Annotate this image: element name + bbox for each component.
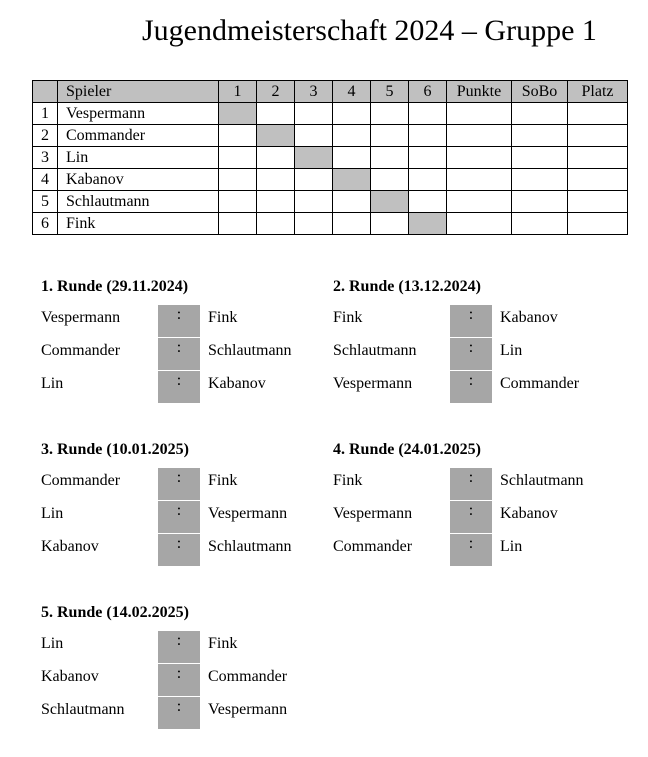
player-name-cell: Fink bbox=[58, 213, 219, 235]
black-player: Fink bbox=[208, 472, 238, 489]
player-name-cell: Schlautmann bbox=[58, 191, 219, 213]
white-player: Lin bbox=[41, 375, 64, 392]
black-player: Fink bbox=[208, 635, 238, 652]
round-heading: 3. Runde (10.01.2025) bbox=[41, 441, 190, 458]
points-cell bbox=[447, 213, 512, 235]
result-field: : bbox=[158, 664, 200, 696]
header-cell-number bbox=[33, 81, 58, 103]
pairing-row bbox=[41, 537, 331, 570]
player-name-cell: Commander bbox=[58, 125, 219, 147]
white-player: Schlautmann bbox=[333, 342, 417, 359]
black-player: Lin bbox=[500, 342, 523, 359]
black-player: Commander bbox=[500, 375, 580, 392]
round-heading: 4. Runde (24.01.2025) bbox=[333, 441, 482, 458]
round-4-block bbox=[333, 439, 623, 555]
result-field: : bbox=[450, 305, 492, 337]
round-heading: 2. Runde (13.12.2024) bbox=[333, 278, 482, 295]
result-field: : bbox=[158, 468, 200, 500]
row-number-cell: 3 bbox=[33, 147, 58, 169]
header-cell-round-6: 6 bbox=[409, 81, 447, 103]
header-cell-round-1: 1 bbox=[219, 81, 257, 103]
round-heading: 1. Runde (29.11.2024) bbox=[41, 278, 189, 295]
black-player: Kabanov bbox=[208, 375, 266, 392]
white-player: Vespermann bbox=[333, 505, 413, 522]
table-row bbox=[33, 169, 628, 191]
row-number-cell: 2 bbox=[33, 125, 58, 147]
sobo-cell bbox=[512, 169, 568, 191]
result-field: : bbox=[450, 338, 492, 370]
result-cell bbox=[371, 213, 409, 235]
black-player: Schlautmann bbox=[208, 342, 292, 359]
player-name-cell: Vespermann bbox=[58, 103, 219, 125]
result-cell bbox=[371, 147, 409, 169]
header-cell-points: Punkte bbox=[447, 81, 512, 103]
result-cell bbox=[219, 147, 257, 169]
result-field: : bbox=[158, 371, 200, 403]
result-field: : bbox=[450, 468, 492, 500]
place-cell bbox=[568, 147, 628, 169]
white-player: Vespermann bbox=[333, 375, 413, 392]
result-cell bbox=[333, 125, 371, 147]
sobo-cell bbox=[512, 191, 568, 213]
result-cell bbox=[257, 103, 295, 125]
header-cell-sobo: SoBo bbox=[512, 81, 568, 103]
black-player: Fink bbox=[208, 309, 238, 326]
header-cell-round-3: 3 bbox=[295, 81, 333, 103]
pairing-row bbox=[41, 341, 331, 374]
black-player: Commander bbox=[208, 668, 288, 685]
table-row bbox=[33, 125, 628, 147]
pairing-row bbox=[41, 634, 331, 667]
result-cell bbox=[219, 191, 257, 213]
player-name-cell: Kabanov bbox=[58, 169, 219, 191]
round-3-block bbox=[41, 439, 331, 555]
place-cell bbox=[568, 125, 628, 147]
white-player: Lin bbox=[41, 635, 64, 652]
self-pairing-cell bbox=[409, 213, 447, 235]
row-number-cell: 5 bbox=[33, 191, 58, 213]
white-player: Fink bbox=[333, 309, 363, 326]
page-title: Jugendmeisterschaft 2024 – Gruppe 1 bbox=[142, 14, 597, 47]
black-player: Vespermann bbox=[208, 701, 288, 718]
result-field: : bbox=[158, 534, 200, 566]
pairing-row bbox=[333, 504, 623, 537]
result-cell bbox=[371, 103, 409, 125]
result-field: : bbox=[450, 371, 492, 403]
points-cell bbox=[447, 169, 512, 191]
result-cell bbox=[409, 125, 447, 147]
result-cell bbox=[257, 169, 295, 191]
white-player: Fink bbox=[333, 472, 363, 489]
result-cell bbox=[409, 103, 447, 125]
result-cell bbox=[333, 103, 371, 125]
result-cell bbox=[257, 213, 295, 235]
place-cell bbox=[568, 103, 628, 125]
result-cell bbox=[409, 147, 447, 169]
row-number-cell: 6 bbox=[33, 213, 58, 235]
self-pairing-cell bbox=[295, 147, 333, 169]
result-field: : bbox=[158, 338, 200, 370]
result-cell bbox=[257, 191, 295, 213]
self-pairing-cell bbox=[333, 169, 371, 191]
result-field: : bbox=[158, 305, 200, 337]
place-cell bbox=[568, 191, 628, 213]
result-cell bbox=[219, 169, 257, 191]
result-cell bbox=[295, 191, 333, 213]
row-number-cell: 4 bbox=[33, 169, 58, 191]
pairing-row bbox=[41, 374, 331, 407]
place-cell bbox=[568, 213, 628, 235]
black-player: Lin bbox=[500, 538, 523, 555]
pairing-row bbox=[41, 504, 331, 537]
header-cell-player: Spieler bbox=[58, 81, 219, 103]
sobo-cell bbox=[512, 213, 568, 235]
pairing-row bbox=[41, 700, 331, 733]
header-cell-place: Platz bbox=[568, 81, 628, 103]
pairing-row bbox=[333, 308, 623, 341]
points-cell bbox=[447, 191, 512, 213]
pairing-row bbox=[333, 374, 623, 407]
black-player: Kabanov bbox=[500, 309, 558, 326]
round-5-block bbox=[41, 602, 331, 718]
table-row bbox=[33, 191, 628, 213]
white-player: Kabanov bbox=[41, 668, 99, 685]
white-player: Kabanov bbox=[41, 538, 99, 555]
white-player: Schlautmann bbox=[41, 701, 125, 718]
header-cell-round-4: 4 bbox=[333, 81, 371, 103]
sobo-cell bbox=[512, 125, 568, 147]
result-field: : bbox=[158, 631, 200, 663]
black-player: Vespermann bbox=[208, 505, 288, 522]
header-cell-round-5: 5 bbox=[371, 81, 409, 103]
result-cell bbox=[333, 191, 371, 213]
row-number-cell: 1 bbox=[33, 103, 58, 125]
result-cell bbox=[295, 213, 333, 235]
pairing-row bbox=[41, 667, 331, 700]
pairing-row bbox=[333, 471, 623, 504]
points-cell bbox=[447, 103, 512, 125]
result-field: : bbox=[158, 697, 200, 729]
black-player: Kabanov bbox=[500, 505, 558, 522]
black-player: Schlautmann bbox=[208, 538, 292, 555]
result-cell bbox=[219, 213, 257, 235]
place-cell bbox=[568, 169, 628, 191]
result-cell bbox=[333, 147, 371, 169]
result-cell bbox=[409, 169, 447, 191]
table-row bbox=[33, 103, 628, 125]
round-heading: 5. Runde (14.02.2025) bbox=[41, 604, 190, 621]
table-row bbox=[33, 147, 628, 169]
header-cell-round-2: 2 bbox=[257, 81, 295, 103]
white-player: Commander bbox=[41, 342, 121, 359]
sobo-cell bbox=[512, 103, 568, 125]
result-cell bbox=[409, 191, 447, 213]
pairing-row bbox=[41, 471, 331, 504]
points-cell bbox=[447, 125, 512, 147]
self-pairing-cell bbox=[371, 191, 409, 213]
table-row bbox=[33, 213, 628, 235]
pairing-row bbox=[333, 341, 623, 374]
standings-table bbox=[32, 80, 628, 235]
result-field: : bbox=[158, 501, 200, 533]
sobo-cell bbox=[512, 147, 568, 169]
result-cell bbox=[219, 125, 257, 147]
pairing-row bbox=[41, 308, 331, 341]
result-field: : bbox=[450, 534, 492, 566]
result-cell bbox=[257, 147, 295, 169]
result-cell bbox=[295, 125, 333, 147]
white-player: Vespermann bbox=[41, 309, 121, 326]
white-player: Commander bbox=[333, 538, 413, 555]
result-cell bbox=[295, 103, 333, 125]
player-name-cell: Lin bbox=[58, 147, 219, 169]
points-cell bbox=[447, 147, 512, 169]
self-pairing-cell bbox=[257, 125, 295, 147]
white-player: Commander bbox=[41, 472, 121, 489]
round-2-block bbox=[333, 276, 623, 392]
table-header-row bbox=[33, 81, 628, 103]
result-cell bbox=[371, 169, 409, 191]
result-field: : bbox=[450, 501, 492, 533]
result-cell bbox=[333, 213, 371, 235]
black-player: Schlautmann bbox=[500, 472, 584, 489]
round-1-block bbox=[41, 276, 331, 392]
result-cell bbox=[371, 125, 409, 147]
result-cell bbox=[295, 169, 333, 191]
white-player: Lin bbox=[41, 505, 64, 522]
self-pairing-cell bbox=[219, 103, 257, 125]
pairing-row bbox=[333, 537, 623, 570]
